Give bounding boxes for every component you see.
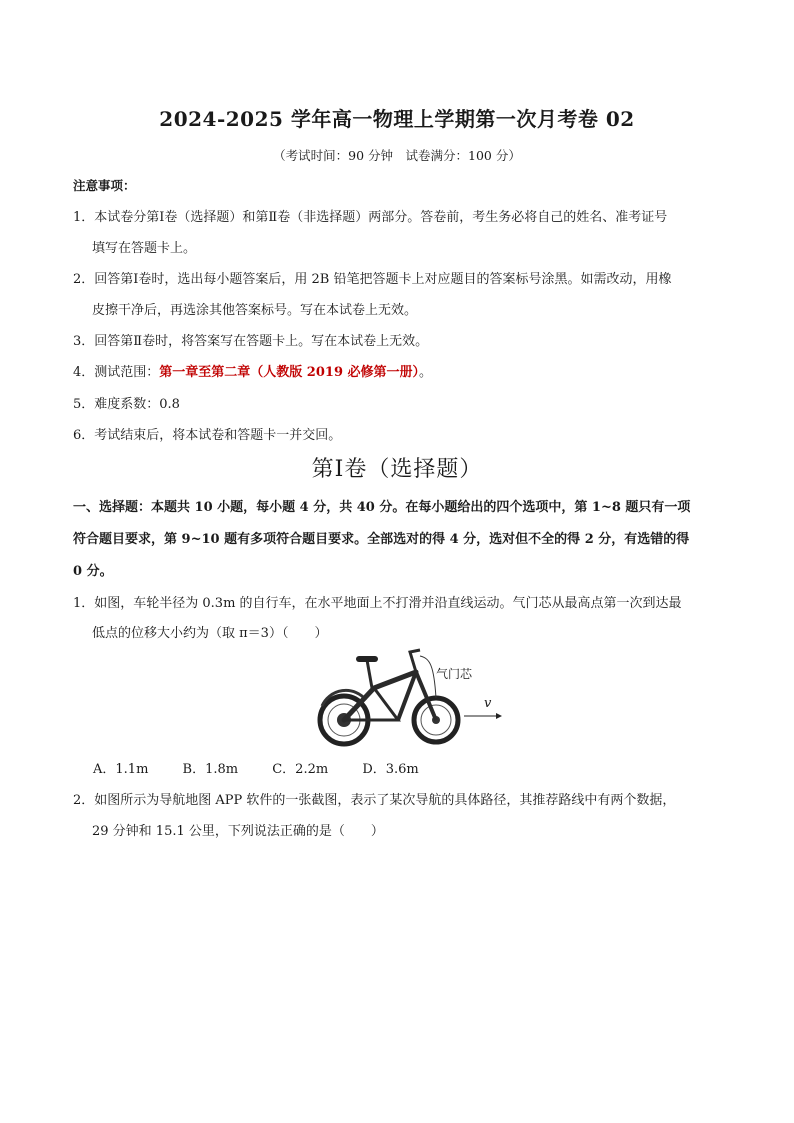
valve-label: 气门芯	[436, 667, 473, 681]
notice-item-1-line-2: 填写在答题卡上。	[92, 241, 197, 256]
notice-item-4-prefix: 4．测试范围：	[73, 365, 160, 380]
notice-item-3: 3．回答第Ⅱ卷时，将答案写在答题卡上。写在本试卷上无效。	[73, 334, 429, 349]
notice-item-1-line-1: 1．本试卷分第Ⅰ卷（选择题）和第Ⅱ卷（非选择题）两部分。答卷前，考生务必将自己的姓名、准考证号	[73, 210, 668, 225]
option-c[interactable]: C．2.2m	[272, 762, 329, 777]
notice-item-2-line-1: 2．回答第Ⅰ卷时，选出每小题答案后，用 2B 铅笔把答题卡上对应题目的答案标号涂黑。如需改动，用橡	[73, 272, 672, 287]
question-1-line-2: 低点的位移大小约为（取 π＝3）（ ）	[92, 626, 328, 641]
bicycle-figure	[312, 648, 502, 748]
section-title: 第Ⅰ卷（选择题）	[311, 457, 483, 482]
test-scope-highlight: 第一章至第二章（人教版 2019 必修第一册）	[159, 365, 420, 380]
exam-title: 2024-2025 学年高一物理上学期第一次月考卷 02	[159, 107, 635, 131]
notice-item-5: 5．难度系数：0.8	[73, 397, 180, 412]
option-d[interactable]: D．3.6m	[362, 762, 419, 777]
notice-item-2-line-2: 皮擦干净后，再选涂其他答案标号。写在本试卷上无效。	[92, 303, 418, 318]
question-1-line-1: 1．如图，车轮半径为 0.3m 的自行车，在水平地面上不打滑并沿直线运动。气门芯从最高点第一次到达最	[73, 596, 682, 611]
section-intro-line-1: 一、选择题：本题共 10 小题，每小题 4 分，共 40 分。在每小题给出的四个选项中，第 1~8 题只有一项	[73, 500, 691, 515]
notice-item-4	[73, 361, 432, 380]
question-1-options	[93, 758, 449, 777]
bicycle-illustration	[312, 648, 502, 748]
exam-subtitle: （考试时间：90 分钟 试卷满分：100 分）	[273, 148, 521, 163]
option-a[interactable]: A．1.1m	[93, 762, 149, 777]
velocity-label: v	[484, 696, 492, 711]
notice-item-4-suffix: 。	[419, 365, 433, 380]
question-2-line-1: 2．如图所示为导航地图 APP 软件的一张截图，表示了某次导航的具体路径，其推荐路线中有两个数据，	[73, 793, 676, 808]
section-intro-line-3: 0 分。	[73, 564, 113, 579]
notice-item-6: 6．考试结束后，将本试卷和答题卡一并交回。	[73, 428, 342, 443]
section-intro-line-2: 符合题目要求，第 9~10 题有多项符合题目要求。全部选对的得 4 分，选对但不全的得 2 分，有选错的得	[73, 532, 690, 547]
notice-heading: 注意事项：	[73, 178, 136, 193]
question-2-line-2: 29 分钟和 15.1 公里，下列说法正确的是（ ）	[92, 824, 384, 839]
option-b[interactable]: B．1.8m	[182, 762, 239, 777]
